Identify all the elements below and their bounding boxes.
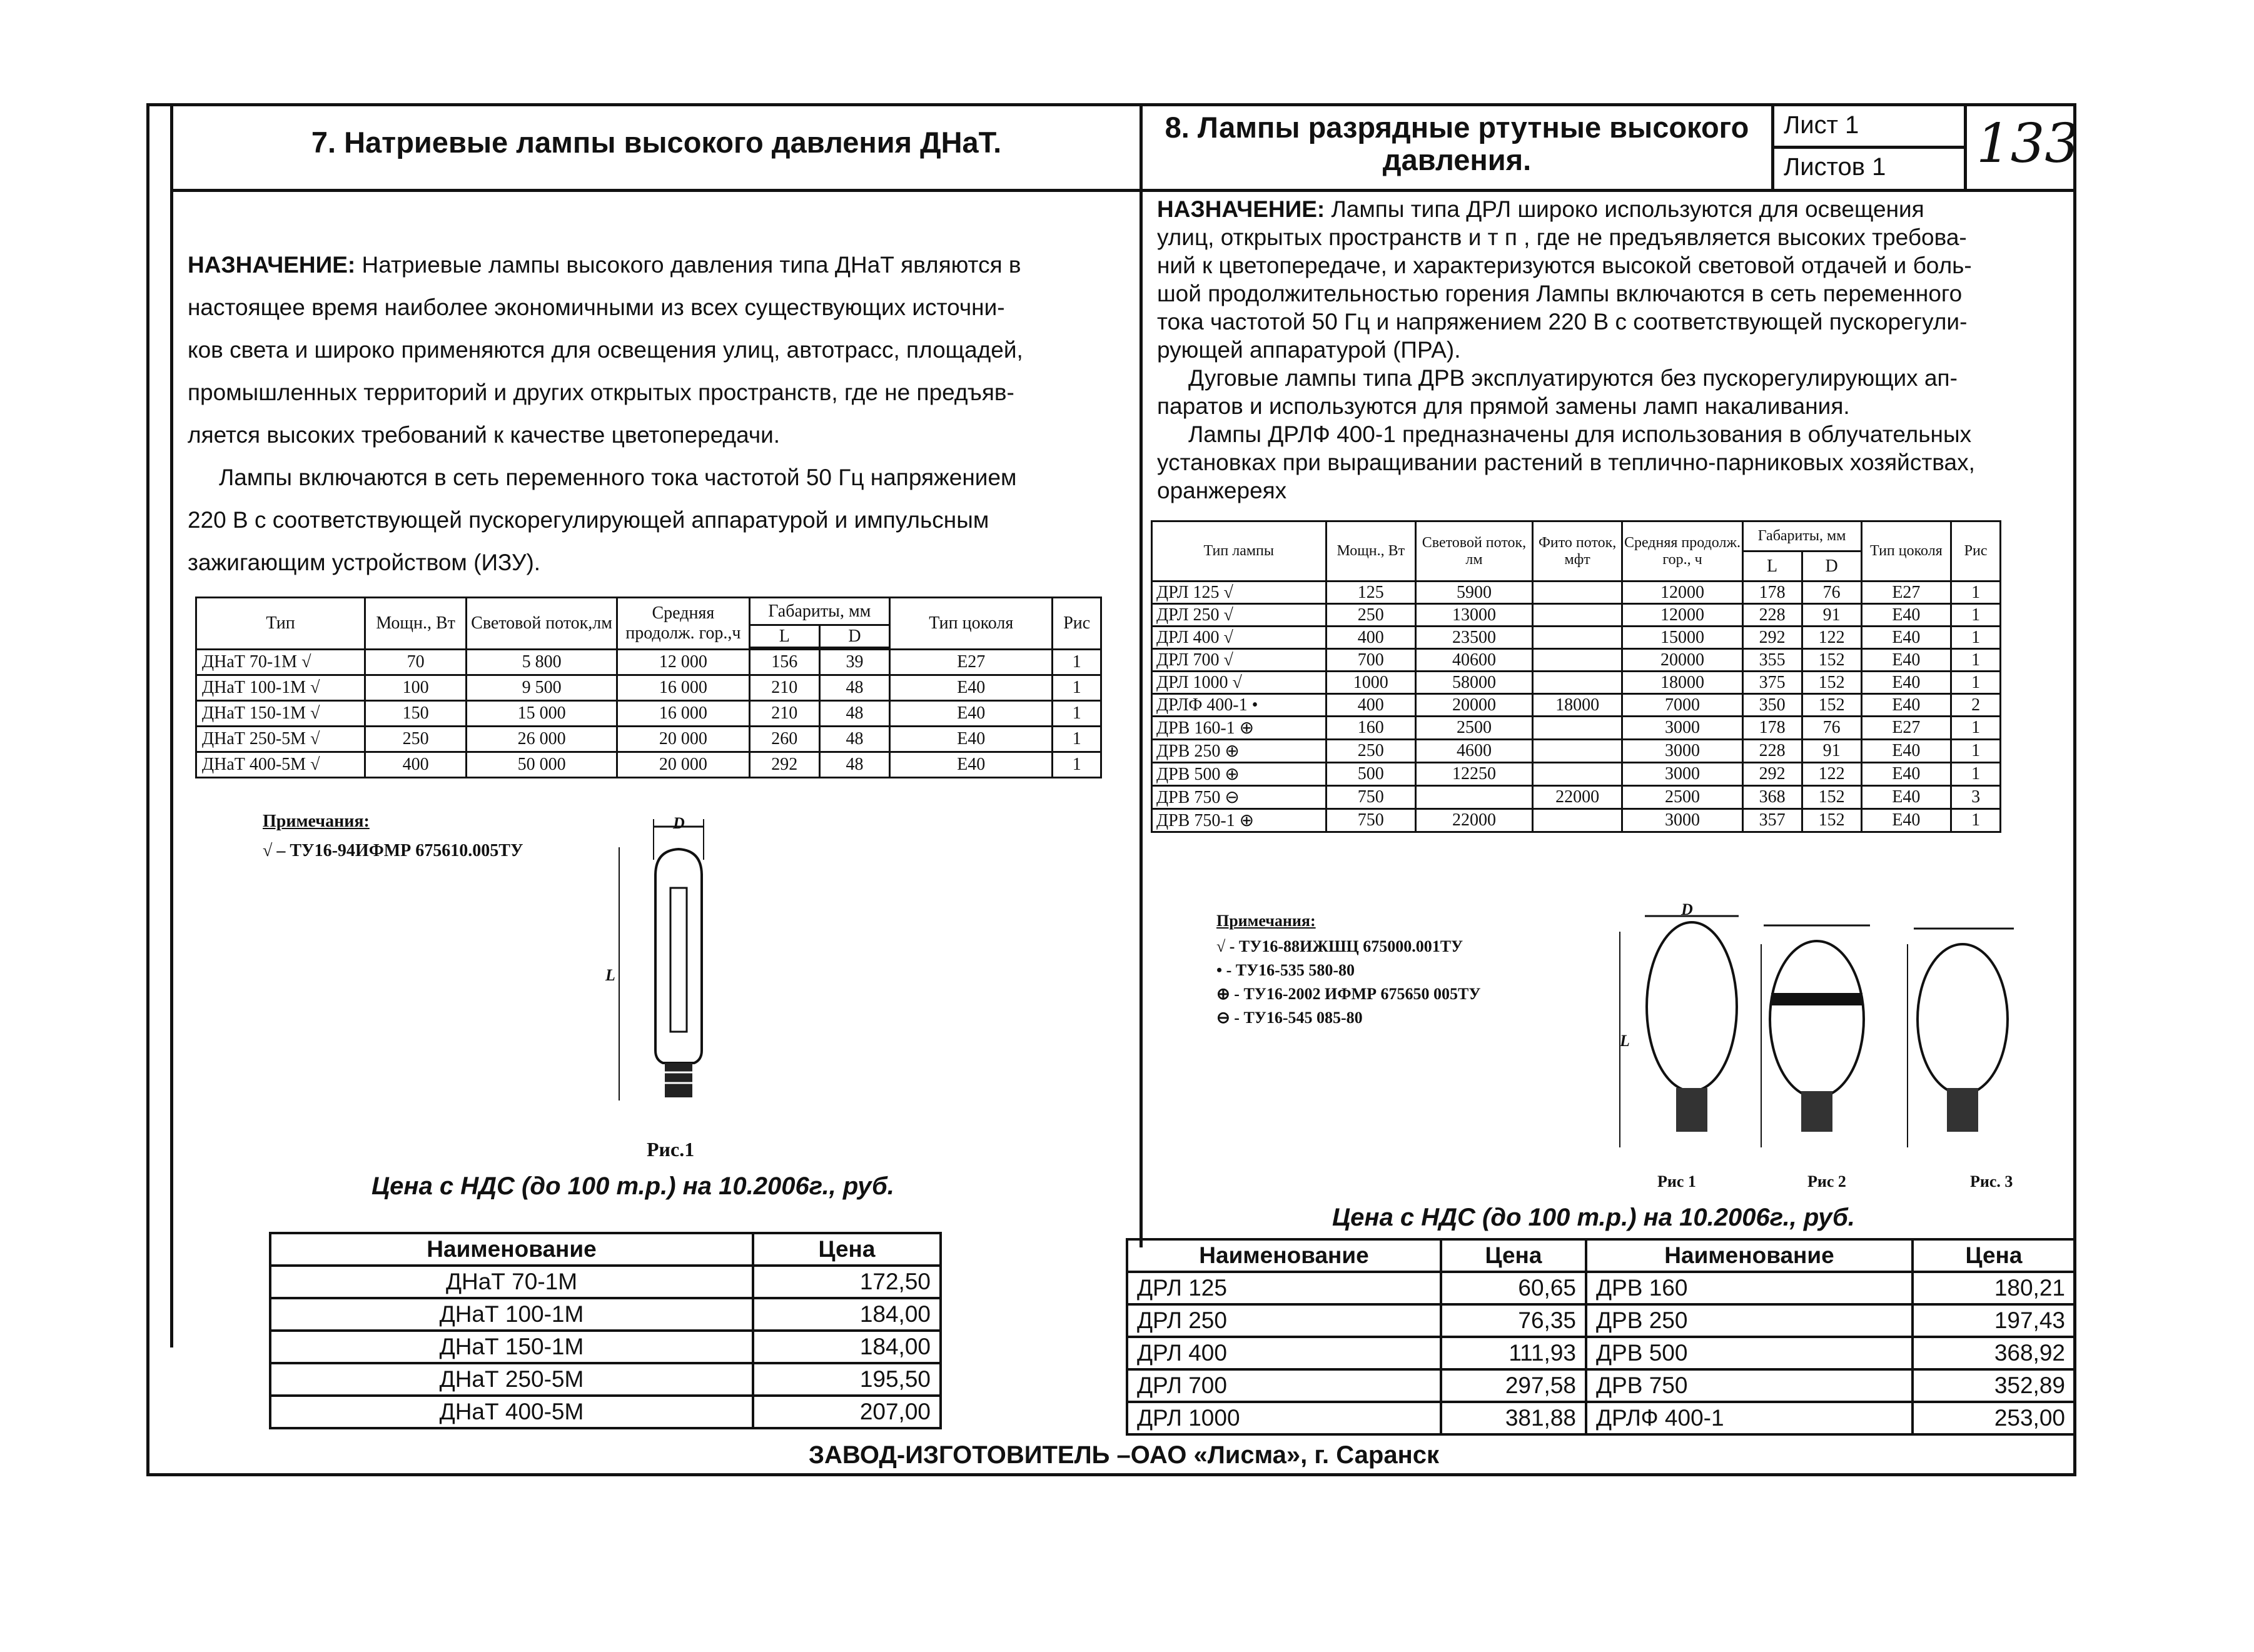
right-title-line2: давления. [1382,143,1532,176]
right-purpose-line: рующей аппаратурой (ПРА). [1157,337,1461,363]
purpose-label: НАЗНАЧЕНИЕ: [1157,196,1325,222]
left-purpose-line: 220 В с соответствующей пускорегулирующей аппаратурой и импульсным [188,507,989,533]
left-purpose-line: промышленных территорий и других открытых пространств, где не предъяв- [188,380,1014,405]
lamp-reflector-band [1771,993,1862,1005]
fig-caption-1: Рис 1 [1657,1172,1696,1191]
fig-caption-3: Рис. 3 [1970,1172,2013,1191]
right-purpose-line: паратов и используются для прямой замены ламп накаливания. [1157,393,1850,419]
th-dims: Габариты, мм [1742,521,1861,552]
th-flux: Световой поток,лм [467,598,617,650]
right-purpose-text [1157,195,2064,505]
left-purpose-text [188,244,1126,584]
table-row: ДРЛ 400 111,93 ДРВ 500 368,92 [1127,1337,2075,1369]
right-title [1143,111,1771,176]
table-row: ДРЛ 250 √ 250 13000 12000 228 91 E40 1 [1152,604,2001,627]
fig-d-label: D [1681,900,1693,919]
left-price-caption: Цена с НДС (до 100 т.р.) на 10.2006г., руб. [371,1172,894,1200]
left-price-table [269,1232,942,1429]
lamp-base [665,1063,692,1097]
left-notes-label: Примечания: [263,812,370,831]
table-row: ДРВ 750-1 ⊕ 750 22000 3000 357 152 E40 1 [1152,809,2001,832]
table-row: ДРЛ 250 76,35 ДРВ 250 197,43 [1127,1304,2075,1337]
sheets-label: Листов 1 [1784,153,1886,181]
table-row: ДНаТ 150-1М √ 150 15 000 16 000 210 48 E40 1 [196,701,1101,727]
table-row: ДНаТ 70-1М 172,50 [270,1266,941,1298]
left-purpose-line: Лампы включаются в сеть переменного тока частотой 50 Гц напряжением [219,465,1017,490]
th-d: D [1802,552,1861,582]
table-row: ДРВ 250 ⊕ 250 4600 3000 228 91 E40 1 [1152,740,2001,763]
right-notes-list [1216,935,1480,1030]
th-base: Тип цоколя [1861,521,1951,582]
left-purpose-line: НАЗНАЧЕНИЕ: Натриевые лампы высокого давления типа ДНаТ являются в [188,252,1021,278]
left-purpose-line: зажигающим устройством (ИЗУ). [188,550,541,575]
table-row: ДНаТ 100-1М 184,00 [270,1298,941,1331]
note-item: ⊖ - ТУ16-545 085-80 [1216,1009,1363,1027]
ellipsoid-lamps-figure [1601,900,2051,1163]
left-purpose-line: ляется высоких требований к качестве цветопередачи. [188,422,781,448]
fig-l-label: L [605,966,615,984]
left-purpose-line: настоящее время наиболее экономичными из всех существующих источни- [188,295,1005,320]
right-purpose-line: улиц, открытых пространств и т п , где не предъявляется высоких требова- [1157,224,1967,250]
table-row: ДРЛ 700 297,58 ДРВ 750 352,89 [1127,1369,2075,1402]
price-th-price-2: Цена [1913,1239,2075,1272]
right-title-line1: 8. Лампы разрядные ртутные высокого [1165,111,1749,144]
lamp-base-2 [1801,1091,1832,1132]
th-flux: Световой поток, лм [1416,521,1533,582]
right-purpose-line: тока частотой 50 Гц и напряжением 220 В с соответствующей пускорегули- [1157,309,1968,335]
column-divider [1140,103,1143,1247]
page-number: 133 [1976,113,2080,175]
table-row: ДНаТ 150-1М 184,00 [270,1331,941,1363]
right-price-caption: Цена с НДС (до 100 т.р.) на 10.2006г., руб. [1332,1204,1855,1231]
table-row: ДРЛ 1000 381,88 ДРЛФ 400-1 253,00 [1127,1402,2075,1434]
right-purpose-line: ний к цветопередаче, и характеризуются высокой световой отдачей и боль- [1157,253,1972,278]
left-title: 7. Натриевые лампы высокого давления ДНаТ. [311,126,1002,159]
manufacturer-footer: ЗАВОД-ИЗГОТОВИТЕЛЬ –ОАО «Лисма», г. Саранск [808,1441,1440,1469]
fig-l-label: L [1620,1032,1630,1050]
right-notes-label: Примечания: [1216,912,1316,930]
table-row: ДРЛ 400 √ 400 23500 15000 292 122 E40 1 [1152,627,2001,649]
th-life: Средняя продолж. гор.,ч [617,598,750,650]
table-row: ДРЛ 700 √ 700 40600 20000 355 152 E40 1 [1152,649,2001,672]
header-divider [170,189,2076,192]
right-purpose-line: установках при выращивании растений в теплично-парниковых хозяйствах, [1157,450,1975,475]
th-fig: Рис [1053,598,1101,650]
right-purpose-line: шой продолжительностью горения Лампы включаются в сеть переменного [1157,281,1963,306]
price-th-price: Цена [1441,1239,1586,1272]
th-fig: Рис [1951,521,2001,582]
table-row: ДНаТ 400-5М √ 400 50 000 20 000 292 48 E40 1 [196,752,1101,778]
th-dims: Габариты, мм [749,598,889,625]
arc-tube [670,888,687,1032]
right-purpose-line: оранжереях [1157,478,1287,503]
left-spec-table [195,597,1102,778]
table-row: ДНаТ 400-5М 207,00 [270,1396,941,1428]
right-price-table [1126,1238,2076,1436]
table-row: ДНаТ 70-1М √ 70 5 800 12 000 156 39 E27 1 [196,650,1101,675]
note-item: √ - ТУ16-88ИЖШЦ 675000.001ТУ [1216,937,1463,955]
sheet-label: Лист 1 [1784,111,1859,139]
left-fig-caption: Рис.1 [647,1138,695,1161]
left-purpose-line: ков света и широко применяются для освещения улиц, автотрасс, площадей, [188,337,1023,363]
th-type: Тип [196,598,365,650]
note-item: • - ТУ16-535 580-80 [1216,961,1355,979]
price-th-price: Цена [753,1233,941,1266]
table-row: ДРЛФ 400-1 • 400 20000 18000 7000 350 152 E40 2 [1152,694,2001,717]
table-row: ДРЛ 125 60,65 ДРВ 160 180,21 [1127,1272,2075,1304]
price-th-name: Наименование [1127,1239,1441,1272]
right-purpose-line: Дуговые лампы типа ДРВ эксплуатируются без пускорегулирующих ап- [1188,365,1958,391]
th-power: Мощн., Вт [1326,521,1416,582]
th-d: D [819,625,889,648]
th-l: L [749,625,819,648]
table-row: ДРЛ 125 √ 125 5900 12000 178 76 E27 1 [1152,582,2001,604]
left-border [170,103,173,1347]
price-th-name-2: Наименование [1586,1239,1913,1272]
left-note-item: √ – ТУ16-94ИФМР 675610.005ТУ [263,841,523,860]
th-life: Средняя продолж. гор., ч [1622,521,1742,582]
table-row: ДРВ 750 ⊖ 750 22000 2500 368 152 E40 3 [1152,786,2001,809]
sheet-box-mid [1771,146,1965,149]
table-row: ДНаТ 250-5М √ 250 26 000 20 000 260 48 E40 1 [196,727,1101,752]
table-row: ДРЛ 1000 √ 1000 58000 18000 375 152 E40 1 [1152,672,2001,694]
th-l: L [1742,552,1802,582]
right-spec-table [1151,520,2001,833]
th-type: Тип лампы [1152,521,1327,582]
th-base: Тип цоколя [890,598,1053,650]
table-row: ДРВ 160-1 ⊕ 160 2500 3000 178 76 E27 1 [1152,717,2001,740]
lamp-bulb-2 [1770,941,1864,1097]
right-purpose-line: Лампы ДРЛФ 400-1 предназначены для использования в облучательных [1188,421,1972,447]
lamp-bulb-3 [1918,944,2008,1094]
price-th-name: Наименование [270,1233,753,1266]
note-item: ⊕ - ТУ16-2002 ИФМР 675650 005ТУ [1216,985,1481,1003]
fig-d-label: D [673,814,685,832]
table-row: ДНаТ 250-5М 195,50 [270,1363,941,1396]
tubular-lamp-figure [600,813,725,1126]
lamp-base-3 [1947,1088,1978,1132]
th-phyto: Фито поток, мфт [1532,521,1622,582]
fig-caption-2: Рис 2 [1807,1172,1846,1191]
right-purpose-line: НАЗНАЧЕНИЕ: Лампы типа ДРЛ широко используются для освещения [1157,196,1924,222]
purpose-label: НАЗНАЧЕНИЕ: [188,252,356,278]
lamp-bulb-1 [1647,922,1737,1091]
table-row: ДНаТ 100-1М √ 100 9 500 16 000 210 48 E40 1 [196,675,1101,701]
lamp-base-1 [1676,1088,1707,1132]
table-row: ДРВ 500 ⊕ 500 12250 3000 292 122 E40 1 [1152,763,2001,786]
th-power: Мощн., Вт [365,598,467,650]
